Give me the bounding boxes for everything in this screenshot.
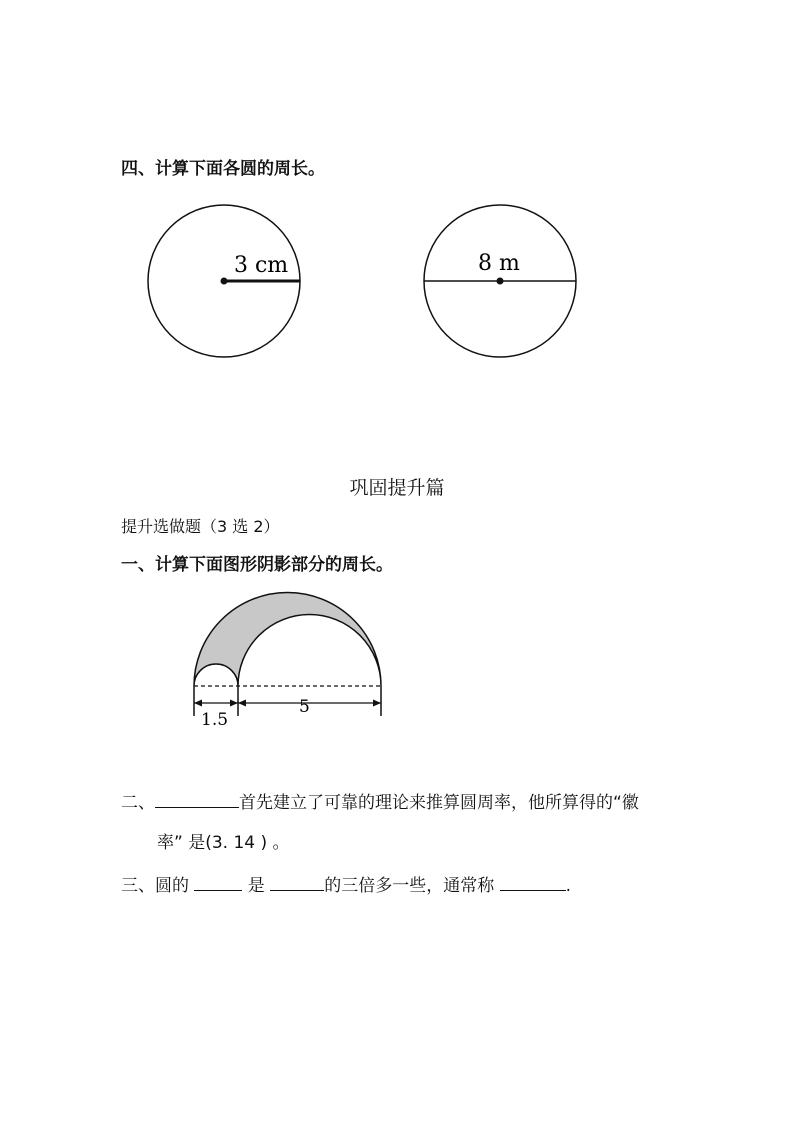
diameter-label: 8 m [478,251,520,276]
dimension-label-large: 5 [299,697,310,717]
question-3-part3: 的三倍多一些，通常称 [324,876,500,896]
section-subtitle: 提升选做题（3 选 2） [121,517,280,536]
question-3-prefix: 三、圆的 [121,876,195,896]
question-3-part2: 是 [242,876,271,896]
question-2-number: 二、 [121,793,155,813]
section-heading: 巩固提升篇 [349,477,445,499]
question-1-title: 一、计算下面图形阴影部分的周长。 [121,555,393,575]
answer-blank-1[interactable] [155,791,239,808]
question-2-line1 [121,788,639,813]
center-dot [497,278,504,285]
answer-blank-2[interactable] [194,874,242,891]
answer-blank-4[interactable] [500,874,566,891]
shaded-region [194,593,381,687]
radius-label: 3 cm [234,253,289,278]
question-2-line2: 率” 是(3. 14 ) 。 [157,833,290,853]
shaded-semicircle-figure [185,585,395,735]
section4-title: 四、计算下面各圆的周长。 [121,159,325,179]
arrow-head [238,700,246,707]
circle-radius-figure [138,198,318,368]
center-dot [221,278,228,285]
question-2-text1: 首先建立了可靠的理论来推算圆周率，他所算得的“徽 [239,793,639,813]
question-3-end: . [565,876,572,896]
circle-diameter-figure [415,198,585,368]
question-3 [121,871,571,896]
dimension-label-small: 1.5 [201,710,229,730]
arrow-head [194,700,202,707]
answer-blank-3[interactable] [270,874,324,891]
arrow-head [373,700,381,707]
arrow-head [230,700,238,707]
